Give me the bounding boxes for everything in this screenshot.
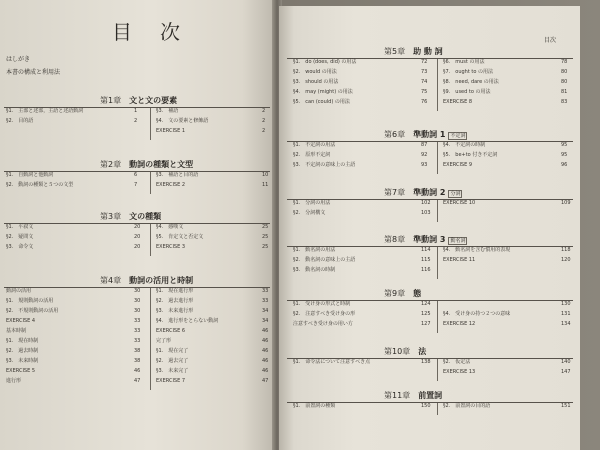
chapter-title: 準動詞 3 xyxy=(413,235,446,244)
column-divider xyxy=(150,172,151,194)
chapter-label: 第4章 xyxy=(100,276,130,285)
toc-entry xyxy=(6,245,33,250)
toc-entry-page: 33 xyxy=(262,298,269,304)
toc-entry xyxy=(443,322,475,327)
toc-entry-text: §1. 主部と述部，主語と述語動詞 xyxy=(6,108,84,114)
chapter-title: 助 動 詞 xyxy=(413,47,443,56)
toc-entry-text: §4. 文の要素と修飾語 xyxy=(156,118,209,124)
toc-entry-page: 87 xyxy=(421,142,428,148)
toc-entry xyxy=(156,349,188,354)
toc-entry xyxy=(156,235,203,240)
toc-entry-text: §5. be+to 付き不定詞 xyxy=(443,152,498,158)
toc-entry-page: 46 xyxy=(134,368,141,374)
toc-entry-text: §6. must の用法 xyxy=(443,59,485,65)
toc-entry xyxy=(156,329,185,334)
toc-entry-text: §1. 現在完了 xyxy=(156,348,189,354)
toc-entry xyxy=(293,211,325,216)
toc-entry xyxy=(6,359,38,364)
toc-entry-page: 20 xyxy=(134,234,141,240)
toc-entry-page: 11 xyxy=(262,182,269,188)
toc-entry-page: 130 xyxy=(561,301,571,307)
toc-entry xyxy=(443,60,484,65)
toc-entry-text: §3. 補語と目的語 xyxy=(156,172,199,178)
toc-entry xyxy=(293,312,355,317)
right-page xyxy=(279,6,580,450)
toc-entry-page: 102 xyxy=(421,200,431,206)
toc-entry-page: 2 xyxy=(262,128,266,134)
left-page xyxy=(0,0,275,450)
toc-entry-text: §3. 未来完了 xyxy=(156,368,189,374)
toc-entry-page: 115 xyxy=(421,257,431,263)
toc-entry-page: 25 xyxy=(262,234,269,240)
toc-entry-page: 25 xyxy=(262,244,269,250)
chapter-heading xyxy=(100,213,161,221)
toc-entry xyxy=(293,268,335,273)
chapter-label: 第8章 xyxy=(384,235,414,244)
toc-entry-text: §2. 原形不定詞 xyxy=(293,152,331,158)
toc-entry xyxy=(443,153,497,158)
toc-entry-text: §2. 注意すべき受け身の形 xyxy=(293,311,356,317)
chapter-heading xyxy=(384,48,443,56)
toc-entry-text: §2. 動名詞の意味上の主語 xyxy=(293,257,356,263)
toc-entry-text: §1. 自動詞と他動詞 xyxy=(6,172,54,178)
chapter-subtitle: 分詞 xyxy=(450,191,461,197)
toc-entry xyxy=(6,299,53,304)
toc-entry xyxy=(156,109,178,114)
toc-entry-page: 2 xyxy=(262,118,266,124)
toc-entry xyxy=(6,309,58,314)
toc-entry xyxy=(6,339,38,344)
toc-entry xyxy=(443,248,510,253)
toc-entry-page: 33 xyxy=(134,318,141,324)
toc-entry-text: §1. 受け身の形式と時制 xyxy=(293,301,351,307)
toc-entry-page: 38 xyxy=(134,358,141,364)
toc-entry-page: 124 xyxy=(421,301,431,307)
toc-entry-text: §2. would の用法 xyxy=(293,69,337,75)
toc-entry-page: 114 xyxy=(421,247,431,253)
toc-entry-text: EXERCISE 8 xyxy=(443,99,473,105)
toc-entry-page: 120 xyxy=(561,257,571,263)
chapter-title: 準動詞 2 xyxy=(413,188,446,197)
chapter-label: 第2章 xyxy=(100,160,130,169)
chapter-title: 文の種類 xyxy=(129,212,162,221)
chapter-label: 第10章 xyxy=(384,347,419,356)
toc-entry-text: §4. 感嘆文 xyxy=(156,224,184,230)
toc-entry-page: 118 xyxy=(561,247,571,253)
toc-entry-page: 46 xyxy=(262,368,269,374)
toc-entry xyxy=(293,258,355,263)
chapter-label: 第9章 xyxy=(384,289,414,298)
toc-entry-page: 2 xyxy=(262,108,266,114)
toc-entry xyxy=(443,143,485,148)
toc-entry xyxy=(156,379,185,384)
running-header: 目次 xyxy=(544,37,557,44)
toc-entry-page: 47 xyxy=(262,378,269,384)
toc-entry-text: EXERCISE 11 xyxy=(443,257,476,263)
toc-entry xyxy=(6,119,33,124)
toc-entry-page: 10 xyxy=(262,172,269,178)
chapter-label: 第7章 xyxy=(384,188,414,197)
toc-entry-text: §9. used to の用法 xyxy=(443,89,491,95)
toc-entry xyxy=(443,201,475,206)
toc-entry xyxy=(443,100,472,105)
chapter-title: 動詞の活用と時制 xyxy=(129,276,194,285)
chapter-title: 準動詞 1 xyxy=(413,130,446,139)
toc-entry-page: 75 xyxy=(421,89,428,95)
toc-entry-page: 92 xyxy=(421,152,428,158)
toc-entry-text: §1. 不定詞の用法 xyxy=(293,142,336,148)
toc-entry-page: 6 xyxy=(134,172,138,178)
toc-entry-page: 96 xyxy=(561,162,568,168)
toc-entry-text: §1. 現在時制 xyxy=(6,338,39,344)
toc-entry-page: 140 xyxy=(561,359,571,365)
toc-entry-page: 74 xyxy=(421,79,428,85)
toc-entry-page: 1 xyxy=(134,108,138,114)
chapter-subtitle: 動名詞 xyxy=(450,238,466,244)
toc-entry xyxy=(293,201,330,206)
toc-entry-text: EXERCISE 7 xyxy=(156,378,186,384)
toc-entry-text: §1. 規則動詞の活用 xyxy=(6,298,54,304)
toc-entry-page: 150 xyxy=(421,403,431,409)
chapter-heading xyxy=(384,131,467,139)
preface-link: はしがき xyxy=(6,56,31,63)
toc-entry-text: §3. 命令文 xyxy=(6,244,34,250)
toc-entry xyxy=(6,319,35,324)
toc-entry-text: §2. 動詞の種類と５つの文型 xyxy=(6,182,74,188)
toc-entry-text: §7. ought to の用法 xyxy=(443,69,494,75)
toc-entry-page: 72 xyxy=(421,59,428,65)
toc-entry xyxy=(6,109,83,114)
toc-entry-text: §3. 補語 xyxy=(156,108,179,114)
toc-entry xyxy=(156,339,171,344)
toc-entry-text: §2. 疑問文 xyxy=(6,234,34,240)
toc-entry-page: 30 xyxy=(134,298,141,304)
toc-entry xyxy=(6,379,21,384)
toc-entry-text: §5. can (could) の用法 xyxy=(293,99,350,105)
toc-entry xyxy=(156,359,188,364)
toc-entry-page: 95 xyxy=(561,152,568,158)
toc-entry-page: 30 xyxy=(134,308,141,314)
toc-entry xyxy=(156,299,193,304)
chapter-heading xyxy=(100,161,193,169)
toc-entry-page: 34 xyxy=(262,318,269,324)
toc-entry xyxy=(443,70,493,75)
column-divider xyxy=(437,200,438,222)
toc-entry-text: §4. 受け身の持つ２つの意味 xyxy=(443,311,511,317)
chapter-title: 動詞の種類と文型 xyxy=(129,160,194,169)
toc-entry-page: 25 xyxy=(262,224,269,230)
toc-entry-text: EXERCISE 4 xyxy=(6,318,36,324)
toc-entry-page: 7 xyxy=(134,182,138,188)
toc-entry-text: §3. 未来進行形 xyxy=(156,308,194,314)
toc-entry-page: 46 xyxy=(262,348,269,354)
toc-entry-text: EXERCISE 9 xyxy=(443,162,473,168)
toc-entry-text: §2. 仮定法 xyxy=(443,359,471,365)
chapter-title: 文と文の要素 xyxy=(129,96,178,105)
column-divider xyxy=(150,224,151,256)
toc-entry xyxy=(156,173,198,178)
column-divider xyxy=(437,142,438,174)
toc-entry xyxy=(293,143,335,148)
toc-entry xyxy=(443,163,472,168)
toc-entry-text: §2. 目的語 xyxy=(6,118,34,124)
toc-entry-page: 131 xyxy=(561,311,571,317)
toc-entry-text: EXERCISE 2 xyxy=(156,182,186,188)
toc-entry-page: 33 xyxy=(134,328,141,334)
toc-entry-text: §2. 前置詞の目的語 xyxy=(443,403,491,409)
toc-entry-text: §4. 不定詞の時制 xyxy=(443,142,486,148)
toc-entry-page: 46 xyxy=(262,358,269,364)
toc-entry xyxy=(293,302,350,307)
chapter-label: 第3章 xyxy=(100,212,130,221)
toc-entry-page: 38 xyxy=(134,348,141,354)
chapter-heading xyxy=(384,392,442,400)
column-divider xyxy=(150,108,151,140)
toc-entry xyxy=(293,80,338,85)
toc-entry-text: §1. 動名詞の用法 xyxy=(293,247,336,253)
toc-entry xyxy=(156,183,185,188)
toc-entry-page: 80 xyxy=(561,69,568,75)
toc-entry-text: §1. 分詞の用法 xyxy=(293,200,331,206)
toc-entry-page: 33 xyxy=(134,338,141,344)
toc-entry-page: 2 xyxy=(134,118,138,124)
toc-entry-text: §1. 平叙文 xyxy=(6,224,34,230)
column-divider xyxy=(437,247,438,279)
toc-entry-page: 95 xyxy=(561,142,568,148)
toc-entry xyxy=(443,258,475,263)
toc-entry-text: 基本時制 xyxy=(6,328,27,334)
toc-entry-text: EXERCISE 6 xyxy=(156,328,186,334)
toc-entry xyxy=(443,312,510,317)
toc-entry xyxy=(293,70,337,75)
toc-entry xyxy=(293,163,355,168)
toc-entry-page: 125 xyxy=(421,311,431,317)
toc-entry xyxy=(156,119,208,124)
toc-entry xyxy=(6,235,33,240)
toc-entry-text: §4. 進行形をとらない動詞 xyxy=(156,318,219,324)
toc-entry-text: §3. should の用法 xyxy=(293,79,339,85)
chapter-heading xyxy=(100,277,193,285)
column-divider xyxy=(437,403,438,415)
chapter-heading xyxy=(384,290,421,298)
toc-entry-page: 147 xyxy=(561,369,571,375)
column-divider xyxy=(150,288,151,390)
toc-entry-text: 動詞の活用 xyxy=(6,288,32,294)
toc-entry-page: 109 xyxy=(561,200,571,206)
toc-entry-text: §3. 未来時制 xyxy=(6,358,39,364)
toc-entry-text: 完了形 xyxy=(156,338,172,344)
toc-entry-text: §2. 過去時制 xyxy=(6,348,39,354)
contents-title: 目 次 xyxy=(112,20,184,44)
toc-entry-text: EXERCISE 1 xyxy=(156,128,186,134)
toc-entry xyxy=(6,349,38,354)
column-divider xyxy=(437,359,438,381)
toc-entry-text: §1. 命令法について注意すべき点 xyxy=(293,359,371,365)
toc-entry-text: 注意すべき受け身の用い方 xyxy=(293,321,353,327)
toc-entry-text: EXERCISE 10 xyxy=(443,200,476,206)
toc-entry xyxy=(6,289,31,294)
toc-entry-page: 151 xyxy=(561,403,571,409)
chapter-title: 法 xyxy=(418,347,427,356)
toc-entry-page: 20 xyxy=(134,244,141,250)
column-divider xyxy=(437,59,438,111)
chapter-title: 態 xyxy=(413,289,422,298)
chapter-heading xyxy=(384,236,467,244)
toc-entry xyxy=(293,322,353,327)
toc-entry-text: §4. 動名詞を含む慣用的表現 xyxy=(443,247,511,253)
usage-link: 本書の構成と利用法 xyxy=(6,69,61,76)
toc-entry-page: 103 xyxy=(421,210,431,216)
toc-entry xyxy=(156,289,193,294)
toc-entry-text: §2. 分詞構文 xyxy=(293,210,326,216)
chapter-label: 第5章 xyxy=(384,47,414,56)
toc-entry xyxy=(293,404,335,409)
toc-entry-page: 47 xyxy=(134,378,141,384)
toc-entry-text: 進行形 xyxy=(6,378,22,384)
toc-entry xyxy=(443,370,475,375)
toc-entry xyxy=(293,360,370,365)
toc-entry-page: 80 xyxy=(561,79,568,85)
toc-entry xyxy=(293,153,330,158)
toc-entry xyxy=(6,369,35,374)
toc-entry xyxy=(156,319,218,324)
toc-entry-page: 116 xyxy=(421,267,431,273)
toc-entry xyxy=(156,309,193,314)
toc-entry-text: EXERCISE 5 xyxy=(6,368,36,374)
column-divider xyxy=(437,301,438,333)
toc-entry-text: §1. 前置詞の種類 xyxy=(293,403,336,409)
toc-entry-page: 81 xyxy=(561,89,568,95)
toc-entry-page: 138 xyxy=(421,359,431,365)
toc-entry-text: §2. 過去進行形 xyxy=(156,298,194,304)
toc-entry xyxy=(443,404,490,409)
toc-entry xyxy=(443,90,491,95)
chapter-heading xyxy=(384,348,426,356)
toc-entry-page: 34 xyxy=(262,308,269,314)
toc-entry xyxy=(443,80,499,85)
toc-entry xyxy=(293,100,350,105)
toc-entry-page: 46 xyxy=(262,328,269,334)
toc-entry-page: 78 xyxy=(561,59,568,65)
chapter-label: 第11章 xyxy=(384,391,419,400)
toc-entry xyxy=(443,360,470,365)
toc-entry-text: §2. 過去完了 xyxy=(156,358,189,364)
toc-entry-text: §5. 肯定文と否定文 xyxy=(156,234,204,240)
toc-entry-text: §1. 現在進行形 xyxy=(156,288,194,294)
toc-entry xyxy=(6,329,26,334)
toc-entry-page: 73 xyxy=(421,69,428,75)
toc-entry-page: 127 xyxy=(421,321,431,327)
toc-entry-page: 33 xyxy=(262,288,269,294)
toc-entry-page: 93 xyxy=(421,162,428,168)
toc-entry-page: 20 xyxy=(134,224,141,230)
toc-entry xyxy=(6,173,53,178)
chapter-label: 第6章 xyxy=(384,130,414,139)
toc-entry-text: §3. 不定詞の意味上の主語 xyxy=(293,162,356,168)
toc-entry-text: §2. 不規則動詞の活用 xyxy=(6,308,59,314)
toc-entry-page: 134 xyxy=(561,321,571,327)
chapter-subtitle: 不定詞 xyxy=(450,133,466,139)
chapter-label: 第1章 xyxy=(100,96,130,105)
toc-entry xyxy=(156,245,185,250)
chapter-title: 前置詞 xyxy=(418,391,443,400)
toc-entry-text: EXERCISE 3 xyxy=(156,244,186,250)
toc-entry xyxy=(6,225,33,230)
toc-entry xyxy=(156,129,185,134)
toc-entry-text: EXERCISE 13 xyxy=(443,369,476,375)
toc-entry xyxy=(293,248,335,253)
toc-entry-text: EXERCISE 12 xyxy=(443,321,476,327)
toc-entry xyxy=(156,369,188,374)
toc-entry-text: §4. may (might) の用法 xyxy=(293,89,353,95)
toc-entry-text: §1. do (does, did) の用法 xyxy=(293,59,357,65)
toc-entry xyxy=(156,225,183,230)
toc-entry-page: 76 xyxy=(421,99,428,105)
toc-entry xyxy=(293,60,356,65)
toc-entry-page: 46 xyxy=(262,338,269,344)
toc-entry-text: §3. 動名詞の時制 xyxy=(293,267,336,273)
chapter-heading xyxy=(100,97,177,105)
toc-entry xyxy=(293,90,353,95)
chapter-heading xyxy=(384,189,462,197)
toc-entry-text: §8. need, dare の用法 xyxy=(443,79,499,85)
toc-entry xyxy=(6,183,73,188)
toc-entry-page: 30 xyxy=(134,288,141,294)
toc-entry-page: 83 xyxy=(561,99,568,105)
